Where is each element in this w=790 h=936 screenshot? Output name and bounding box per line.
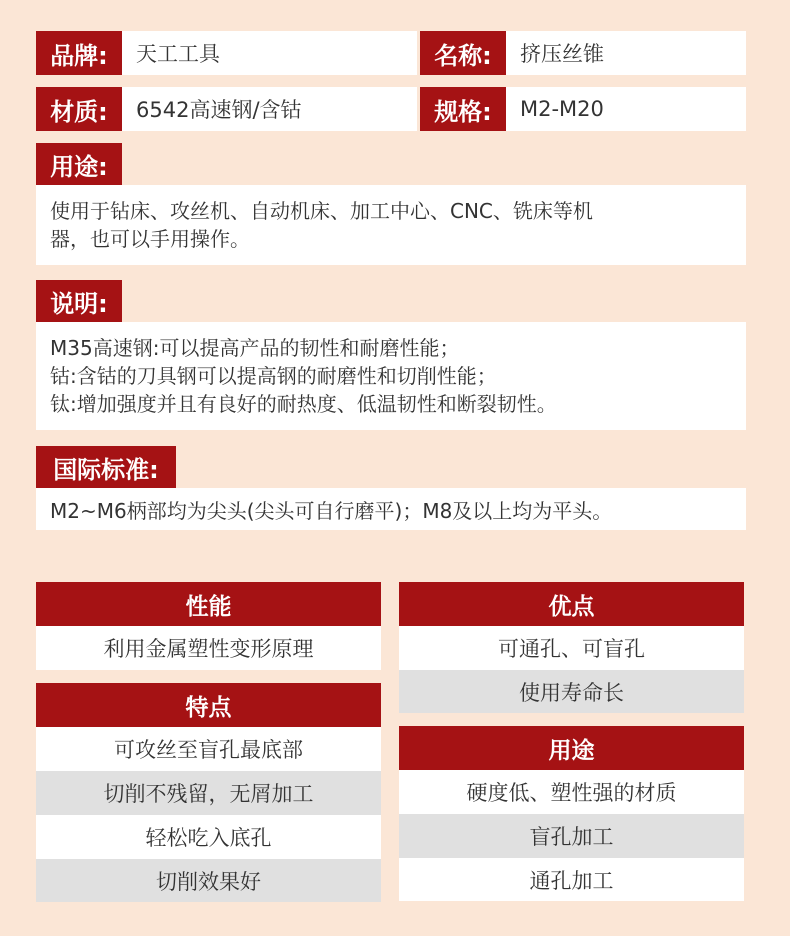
- spec-value: M2-M20: [506, 87, 746, 131]
- uses-item: 通孔加工: [399, 858, 744, 901]
- spec-label: 规格:: [420, 87, 506, 131]
- advantages-header: 优点: [399, 582, 744, 626]
- uses-item: 盲孔加工: [399, 814, 744, 858]
- description-line-1: M35高速钢:可以提高产品的韧性和耐磨性能；: [50, 336, 460, 360]
- performance-item: 利用金属塑性变形原理: [36, 626, 381, 670]
- name-label: 名称:: [420, 31, 506, 75]
- description-label: 说明:: [36, 280, 122, 322]
- uses-header: 用途: [399, 726, 744, 770]
- features-item: 切削不残留，无屑加工: [36, 771, 381, 815]
- description-line-3: 钛:增加强度并且有良好的耐热度、低温韧性和断裂韧性。: [50, 392, 557, 416]
- usage-label: 用途:: [36, 143, 122, 185]
- usage-line-2: 器，也可以手用操作。: [50, 227, 250, 251]
- standard-label: 国际标准:: [36, 446, 176, 488]
- brand-value: 天工工具: [122, 31, 417, 75]
- material-label: 材质:: [36, 87, 122, 131]
- features-item: 轻松吃入底孔: [36, 815, 381, 859]
- features-item: 切削效果好: [36, 859, 381, 902]
- advantages-item: 使用寿命长: [399, 670, 744, 713]
- brand-label: 品牌:: [36, 31, 122, 75]
- standard-text: M2~M6柄部均为尖头(尖头可自行磨平)；M8及以上均为平头。: [36, 488, 746, 530]
- uses-item: 硬度低、塑性强的材质: [399, 770, 744, 814]
- material-value: 6542高速钢/含钴: [122, 87, 417, 131]
- description-text: [36, 322, 746, 430]
- usage-text: [36, 185, 746, 265]
- advantages-item: 可通孔、可盲孔: [399, 626, 744, 670]
- features-header: 特点: [36, 683, 381, 727]
- performance-header: 性能: [36, 582, 381, 626]
- description-line-2: 钴:含钴的刀具钢可以提高钢的耐磨性和切削性能；: [50, 364, 497, 388]
- name-value: 挤压丝锥: [506, 31, 746, 75]
- usage-line-1: 使用于钻床、攻丝机、自动机床、加工中心、CNC、铣床等机: [50, 199, 593, 223]
- features-item: 可攻丝至盲孔最底部: [36, 727, 381, 771]
